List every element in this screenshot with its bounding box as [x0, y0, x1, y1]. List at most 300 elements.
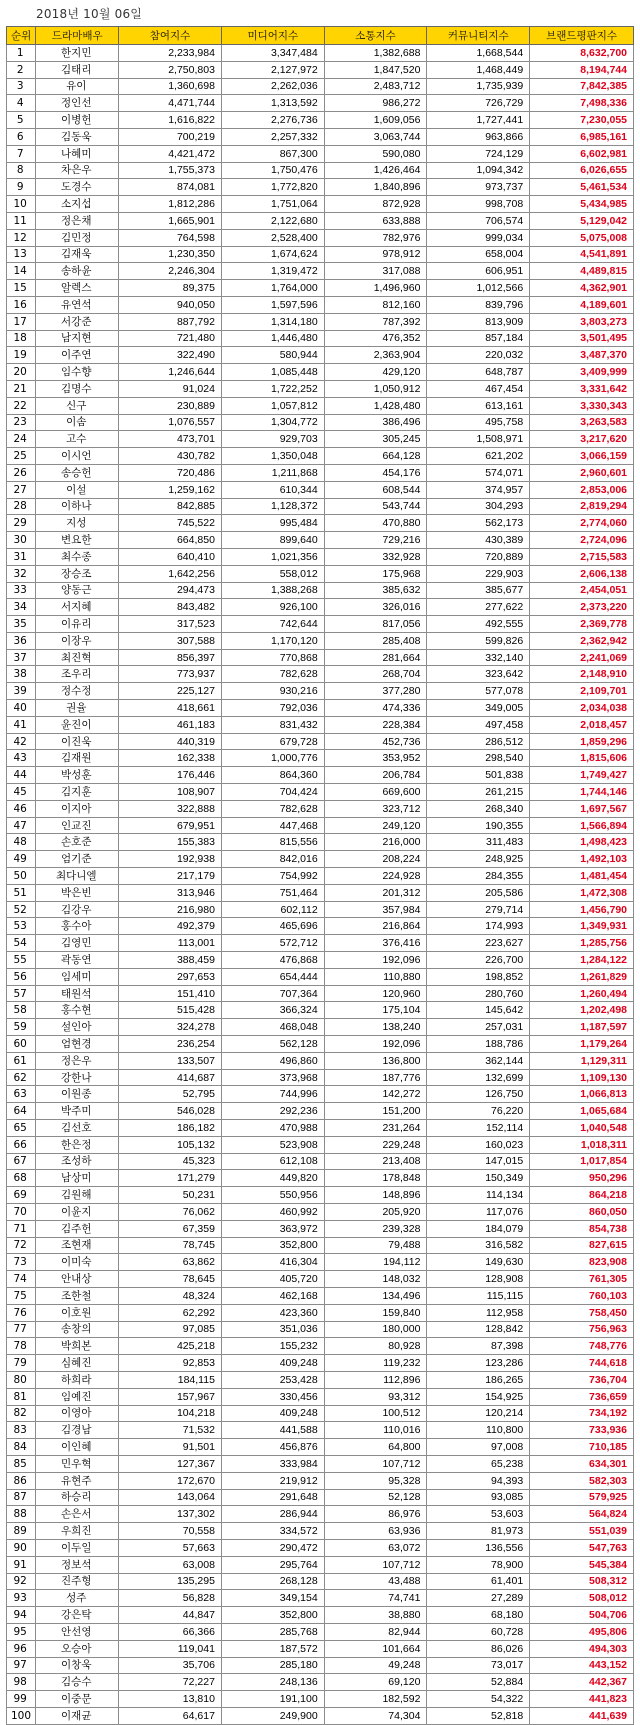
- cell-participation: 721,480: [119, 330, 222, 347]
- cell-actor: 최수종: [36, 548, 119, 565]
- cell-rank: 13: [7, 246, 36, 263]
- cell-rank: 53: [7, 918, 36, 935]
- cell-communication: 2,483,712: [324, 78, 427, 95]
- cell-communication: 49,248: [324, 1657, 427, 1674]
- cell-community: 184,079: [427, 1220, 530, 1237]
- table-row: [7, 1472, 634, 1489]
- cell-community: 1,727,441: [427, 112, 530, 129]
- cell-rank: 66: [7, 1136, 36, 1153]
- cell-rank: 5: [7, 112, 36, 129]
- table-row: [7, 1069, 634, 1086]
- cell-participation: 679,951: [119, 817, 222, 834]
- cell-participation: 66,366: [119, 1623, 222, 1640]
- cell-actor: 나혜미: [36, 145, 119, 162]
- cell-communication: 224,928: [324, 868, 427, 885]
- cell-participation: 1,616,822: [119, 112, 222, 129]
- cell-actor: 심혜진: [36, 1355, 119, 1372]
- cell-community: 93,085: [427, 1489, 530, 1506]
- cell-rank: 4: [7, 95, 36, 112]
- table-row: [7, 145, 634, 162]
- cell-brand-index: 441,639: [530, 1707, 634, 1724]
- cell-actor: 강은탁: [36, 1607, 119, 1624]
- cell-brand-index: 1,815,606: [530, 750, 634, 767]
- table-row: [7, 1371, 634, 1388]
- cell-participation: 1,642,256: [119, 565, 222, 582]
- cell-participation: 143,064: [119, 1489, 222, 1506]
- cell-participation: 76,062: [119, 1203, 222, 1220]
- cell-communication: 782,976: [324, 229, 427, 246]
- cell-community: 621,202: [427, 448, 530, 465]
- cell-rank: 9: [7, 179, 36, 196]
- table-row: [7, 582, 634, 599]
- table-row: [7, 1556, 634, 1573]
- cell-media: 754,992: [221, 868, 324, 885]
- cell-brand-index: 2,241,069: [530, 649, 634, 666]
- cell-rank: 51: [7, 884, 36, 901]
- cell-actor: 이창욱: [36, 1657, 119, 1674]
- cell-participation: 225,127: [119, 683, 222, 700]
- cell-brand-index: 1,566,894: [530, 817, 634, 834]
- cell-rank: 14: [7, 263, 36, 280]
- cell-media: 742,644: [221, 616, 324, 633]
- cell-brand-index: 508,012: [530, 1590, 634, 1607]
- cell-communication: 194,112: [324, 1254, 427, 1271]
- cell-communication: 590,080: [324, 145, 427, 162]
- cell-brand-index: 1,040,548: [530, 1120, 634, 1137]
- cell-participation: 764,598: [119, 229, 222, 246]
- cell-media: 1,350,048: [221, 448, 324, 465]
- cell-brand-index: 736,704: [530, 1371, 634, 1388]
- cell-communication: 229,248: [324, 1136, 427, 1153]
- cell-media: 349,154: [221, 1590, 324, 1607]
- cell-rank: 98: [7, 1674, 36, 1691]
- header-actor: 드라마배우: [36, 27, 119, 45]
- cell-community: 332,140: [427, 649, 530, 666]
- cell-rank: 97: [7, 1657, 36, 1674]
- cell-participation: 72,227: [119, 1674, 222, 1691]
- cell-actor: 남상미: [36, 1170, 119, 1187]
- cell-communication: 175,104: [324, 1002, 427, 1019]
- table-row: [7, 1338, 634, 1355]
- table-row: [7, 565, 634, 582]
- table-row: [7, 1103, 634, 1120]
- cell-actor: 이솜: [36, 414, 119, 431]
- cell-brand-index: 1,697,567: [530, 800, 634, 817]
- cell-rank: 35: [7, 616, 36, 633]
- cell-actor: 서강준: [36, 313, 119, 330]
- cell-community: 562,173: [427, 515, 530, 532]
- cell-media: 2,262,036: [221, 78, 324, 95]
- cell-participation: 440,319: [119, 733, 222, 750]
- cell-brand-index: 2,362,942: [530, 632, 634, 649]
- table-row: [7, 1489, 634, 1506]
- cell-brand-index: 5,434,985: [530, 196, 634, 213]
- table-row: [7, 1237, 634, 1254]
- cell-actor: 김주헌: [36, 1220, 119, 1237]
- cell-rank: 62: [7, 1069, 36, 1086]
- cell-brand-index: 3,331,642: [530, 380, 634, 397]
- cell-actor: 김영민: [36, 935, 119, 952]
- cell-communication: 470,880: [324, 515, 427, 532]
- cell-participation: 322,888: [119, 800, 222, 817]
- cell-participation: 313,946: [119, 884, 222, 901]
- table-row: [7, 229, 634, 246]
- cell-communication: 2,363,904: [324, 347, 427, 364]
- cell-media: 792,036: [221, 700, 324, 717]
- cell-actor: 조한철: [36, 1287, 119, 1304]
- cell-community: 115,115: [427, 1287, 530, 1304]
- cell-media: 1,597,596: [221, 296, 324, 313]
- cell-actor: 남지현: [36, 330, 119, 347]
- cell-brand-index: 1,109,130: [530, 1069, 634, 1086]
- cell-rank: 16: [7, 296, 36, 313]
- cell-media: 2,257,332: [221, 128, 324, 145]
- table-row: [7, 1590, 634, 1607]
- cell-community: 128,908: [427, 1271, 530, 1288]
- cell-participation: 63,862: [119, 1254, 222, 1271]
- table-row: [7, 498, 634, 515]
- table-row: [7, 1120, 634, 1137]
- cell-participation: 184,115: [119, 1371, 222, 1388]
- cell-brand-index: 758,450: [530, 1304, 634, 1321]
- table-row: [7, 733, 634, 750]
- cell-community: 467,454: [427, 380, 530, 397]
- cell-rank: 28: [7, 498, 36, 515]
- cell-communication: 986,272: [324, 95, 427, 112]
- cell-rank: 56: [7, 968, 36, 985]
- cell-communication: 239,328: [324, 1220, 427, 1237]
- cell-rank: 57: [7, 985, 36, 1002]
- cell-participation: 192,938: [119, 851, 222, 868]
- cell-rank: 18: [7, 330, 36, 347]
- cell-brand-index: 4,362,901: [530, 280, 634, 297]
- cell-communication: 148,896: [324, 1187, 427, 1204]
- cell-actor: 김민정: [36, 229, 119, 246]
- cell-participation: 119,041: [119, 1640, 222, 1657]
- cell-media: 333,984: [221, 1455, 324, 1472]
- cell-participation: 56,828: [119, 1590, 222, 1607]
- cell-rank: 7: [7, 145, 36, 162]
- cell-rank: 89: [7, 1523, 36, 1540]
- cell-actor: 임예진: [36, 1388, 119, 1405]
- cell-community: 147,015: [427, 1153, 530, 1170]
- cell-participation: 217,179: [119, 868, 222, 885]
- cell-brand-index: 748,776: [530, 1338, 634, 1355]
- cell-participation: 236,254: [119, 1036, 222, 1053]
- table-row: [7, 1287, 634, 1304]
- table-row: [7, 515, 634, 532]
- cell-communication: 69,120: [324, 1674, 427, 1691]
- cell-brand-index: 1,498,423: [530, 834, 634, 851]
- cell-rank: 67: [7, 1153, 36, 1170]
- cell-communication: 206,784: [324, 767, 427, 784]
- cell-actor: 홍수현: [36, 1002, 119, 1019]
- cell-media: 770,868: [221, 649, 324, 666]
- table-row: [7, 868, 634, 885]
- cell-media: 1,304,772: [221, 414, 324, 431]
- cell-actor: 김동욱: [36, 128, 119, 145]
- cell-communication: 216,864: [324, 918, 427, 935]
- cell-brand-index: 3,066,159: [530, 448, 634, 465]
- cell-actor: 소지섭: [36, 196, 119, 213]
- cell-participation: 89,375: [119, 280, 222, 297]
- cell-media: 782,628: [221, 666, 324, 683]
- cell-participation: 71,532: [119, 1422, 222, 1439]
- cell-community: 120,214: [427, 1405, 530, 1422]
- cell-community: 606,951: [427, 263, 530, 280]
- cell-brand-index: 1,859,296: [530, 733, 634, 750]
- table-row: [7, 95, 634, 112]
- cell-community: 112,958: [427, 1304, 530, 1321]
- table-row: [7, 1271, 634, 1288]
- cell-media: 405,720: [221, 1271, 324, 1288]
- cell-communication: 872,928: [324, 196, 427, 213]
- cell-rank: 6: [7, 128, 36, 145]
- cell-community: 1,508,971: [427, 431, 530, 448]
- cell-participation: 2,246,304: [119, 263, 222, 280]
- cell-communication: 326,016: [324, 599, 427, 616]
- cell-actor: 송창의: [36, 1321, 119, 1338]
- cell-media: 580,944: [221, 347, 324, 364]
- cell-communication: 101,664: [324, 1640, 427, 1657]
- cell-actor: 정보석: [36, 1556, 119, 1573]
- cell-rank: 31: [7, 548, 36, 565]
- cell-participation: 133,507: [119, 1052, 222, 1069]
- table-row: [7, 380, 634, 397]
- cell-communication: 216,000: [324, 834, 427, 851]
- cell-rank: 59: [7, 1019, 36, 1036]
- cell-media: 330,456: [221, 1388, 324, 1405]
- cell-brand-index: 7,498,336: [530, 95, 634, 112]
- cell-brand-index: 1,285,756: [530, 935, 634, 952]
- table-row: [7, 179, 634, 196]
- table-row: [7, 1422, 634, 1439]
- cell-communication: 134,496: [324, 1287, 427, 1304]
- cell-actor: 안선영: [36, 1623, 119, 1640]
- cell-communication: 317,088: [324, 263, 427, 280]
- cell-participation: 887,792: [119, 313, 222, 330]
- cell-actor: 강한나: [36, 1069, 119, 1086]
- cell-community: 385,677: [427, 582, 530, 599]
- table-row: [7, 750, 634, 767]
- table-row: [7, 397, 634, 414]
- cell-brand-index: 508,312: [530, 1573, 634, 1590]
- cell-rank: 83: [7, 1422, 36, 1439]
- cell-media: 155,232: [221, 1338, 324, 1355]
- table-row: [7, 1657, 634, 1674]
- table-row: [7, 1170, 634, 1187]
- cell-media: 679,728: [221, 733, 324, 750]
- cell-brand-index: 8,194,744: [530, 61, 634, 78]
- cell-brand-index: 8,632,700: [530, 45, 634, 62]
- cell-participation: 1,755,373: [119, 162, 222, 179]
- cell-community: 52,818: [427, 1707, 530, 1724]
- cell-rank: 58: [7, 1002, 36, 1019]
- cell-communication: 3,063,744: [324, 128, 427, 145]
- cell-rank: 99: [7, 1691, 36, 1708]
- cell-actor: 변요한: [36, 532, 119, 549]
- table-row: [7, 1388, 634, 1405]
- cell-communication: 43,488: [324, 1573, 427, 1590]
- table-row: [7, 1707, 634, 1724]
- cell-participation: 773,937: [119, 666, 222, 683]
- cell-communication: 82,944: [324, 1623, 427, 1640]
- cell-community: 190,355: [427, 817, 530, 834]
- cell-actor: 이장우: [36, 632, 119, 649]
- cell-media: 191,100: [221, 1691, 324, 1708]
- cell-actor: 이재균: [36, 1707, 119, 1724]
- cell-community: 362,144: [427, 1052, 530, 1069]
- cell-brand-index: 545,384: [530, 1556, 634, 1573]
- cell-media: 465,696: [221, 918, 324, 935]
- table-row: [7, 1036, 634, 1053]
- cell-rank: 38: [7, 666, 36, 683]
- cell-rank: 37: [7, 649, 36, 666]
- cell-media: 1,772,820: [221, 179, 324, 196]
- cell-brand-index: 761,305: [530, 1271, 634, 1288]
- header-media: 미디어지수: [221, 27, 324, 45]
- cell-communication: 86,976: [324, 1506, 427, 1523]
- cell-media: 1,085,448: [221, 364, 324, 381]
- cell-actor: 인교진: [36, 817, 119, 834]
- cell-actor: 서지혜: [36, 599, 119, 616]
- cell-community: 999,034: [427, 229, 530, 246]
- cell-rank: 43: [7, 750, 36, 767]
- cell-actor: 성주: [36, 1590, 119, 1607]
- cell-media: 462,168: [221, 1287, 324, 1304]
- cell-communication: 268,704: [324, 666, 427, 683]
- cell-actor: 태원석: [36, 985, 119, 1002]
- cell-media: 558,012: [221, 565, 324, 582]
- cell-community: 150,349: [427, 1170, 530, 1187]
- cell-brand-index: 1,261,829: [530, 968, 634, 985]
- cell-participation: 137,302: [119, 1506, 222, 1523]
- cell-community: 1,468,449: [427, 61, 530, 78]
- cell-rank: 60: [7, 1036, 36, 1053]
- table-row: [7, 1019, 634, 1036]
- cell-actor: 손은서: [36, 1506, 119, 1523]
- cell-participation: 62,292: [119, 1304, 222, 1321]
- cell-communication: 110,880: [324, 968, 427, 985]
- cell-participation: 664,850: [119, 532, 222, 549]
- cell-community: 261,215: [427, 784, 530, 801]
- cell-participation: 92,853: [119, 1355, 222, 1372]
- cell-brand-index: 733,936: [530, 1422, 634, 1439]
- cell-participation: 473,701: [119, 431, 222, 448]
- cell-media: 864,360: [221, 767, 324, 784]
- cell-rank: 79: [7, 1355, 36, 1372]
- cell-media: 562,128: [221, 1036, 324, 1053]
- cell-actor: 박은빈: [36, 884, 119, 901]
- cell-community: 613,161: [427, 397, 530, 414]
- cell-community: 316,582: [427, 1237, 530, 1254]
- cell-rank: 47: [7, 817, 36, 834]
- cell-rank: 82: [7, 1405, 36, 1422]
- table-row: [7, 716, 634, 733]
- cell-rank: 69: [7, 1187, 36, 1204]
- cell-communication: 281,664: [324, 649, 427, 666]
- cell-rank: 65: [7, 1120, 36, 1137]
- cell-brand-index: 760,103: [530, 1287, 634, 1304]
- cell-communication: 187,776: [324, 1069, 427, 1086]
- table-row: [7, 616, 634, 633]
- cell-media: 782,628: [221, 800, 324, 817]
- cell-communication: 305,245: [324, 431, 427, 448]
- table-row: [7, 263, 634, 280]
- cell-community: 152,114: [427, 1120, 530, 1137]
- cell-community: 188,786: [427, 1036, 530, 1053]
- cell-communication: 175,968: [324, 565, 427, 582]
- cell-rank: 40: [7, 700, 36, 717]
- cell-media: 285,180: [221, 1657, 324, 1674]
- cell-community: 280,760: [427, 985, 530, 1002]
- cell-brand-index: 4,189,601: [530, 296, 634, 313]
- cell-actor: 박성훈: [36, 767, 119, 784]
- cell-rank: 30: [7, 532, 36, 549]
- cell-communication: 1,382,688: [324, 45, 427, 62]
- cell-actor: 조현재: [36, 1237, 119, 1254]
- cell-actor: 정인선: [36, 95, 119, 112]
- cell-actor: 이병헌: [36, 112, 119, 129]
- cell-media: 441,588: [221, 1422, 324, 1439]
- cell-communication: 817,056: [324, 616, 427, 633]
- cell-rank: 72: [7, 1237, 36, 1254]
- cell-communication: 669,600: [324, 784, 427, 801]
- cell-communication: 159,840: [324, 1304, 427, 1321]
- table-row: [7, 851, 634, 868]
- cell-rank: 33: [7, 582, 36, 599]
- cell-participation: 151,410: [119, 985, 222, 1002]
- cell-participation: 874,081: [119, 179, 222, 196]
- cell-brand-index: 3,803,273: [530, 313, 634, 330]
- cell-participation: 155,383: [119, 834, 222, 851]
- cell-participation: 52,795: [119, 1086, 222, 1103]
- cell-media: 290,472: [221, 1539, 324, 1556]
- cell-actor: 손호준: [36, 834, 119, 851]
- table-row: [7, 1573, 634, 1590]
- cell-participation: 104,218: [119, 1405, 222, 1422]
- cell-community: 186,265: [427, 1371, 530, 1388]
- cell-community: 1,012,566: [427, 280, 530, 297]
- cell-media: 831,432: [221, 716, 324, 733]
- cell-communication: 474,336: [324, 700, 427, 717]
- cell-communication: 52,128: [324, 1489, 427, 1506]
- cell-rank: 100: [7, 1707, 36, 1724]
- cell-community: 279,714: [427, 901, 530, 918]
- cell-communication: 633,888: [324, 212, 427, 229]
- cell-media: 1,170,120: [221, 632, 324, 649]
- cell-actor: 이두일: [36, 1539, 119, 1556]
- cell-media: 751,464: [221, 884, 324, 901]
- cell-brand-index: 1,472,308: [530, 884, 634, 901]
- cell-rank: 95: [7, 1623, 36, 1640]
- cell-participation: 172,670: [119, 1472, 222, 1489]
- cell-rank: 8: [7, 162, 36, 179]
- table-row: [7, 162, 634, 179]
- cell-rank: 87: [7, 1489, 36, 1506]
- cell-communication: 201,312: [324, 884, 427, 901]
- cell-communication: 63,936: [324, 1523, 427, 1540]
- cell-brand-index: 2,853,006: [530, 481, 634, 498]
- cell-actor: 이영아: [36, 1405, 119, 1422]
- cell-media: 334,572: [221, 1523, 324, 1540]
- cell-actor: 양동근: [36, 582, 119, 599]
- cell-media: 1,211,868: [221, 464, 324, 481]
- table-row: [7, 683, 634, 700]
- cell-media: 572,712: [221, 935, 324, 952]
- cell-actor: 이호원: [36, 1304, 119, 1321]
- cell-rank: 34: [7, 599, 36, 616]
